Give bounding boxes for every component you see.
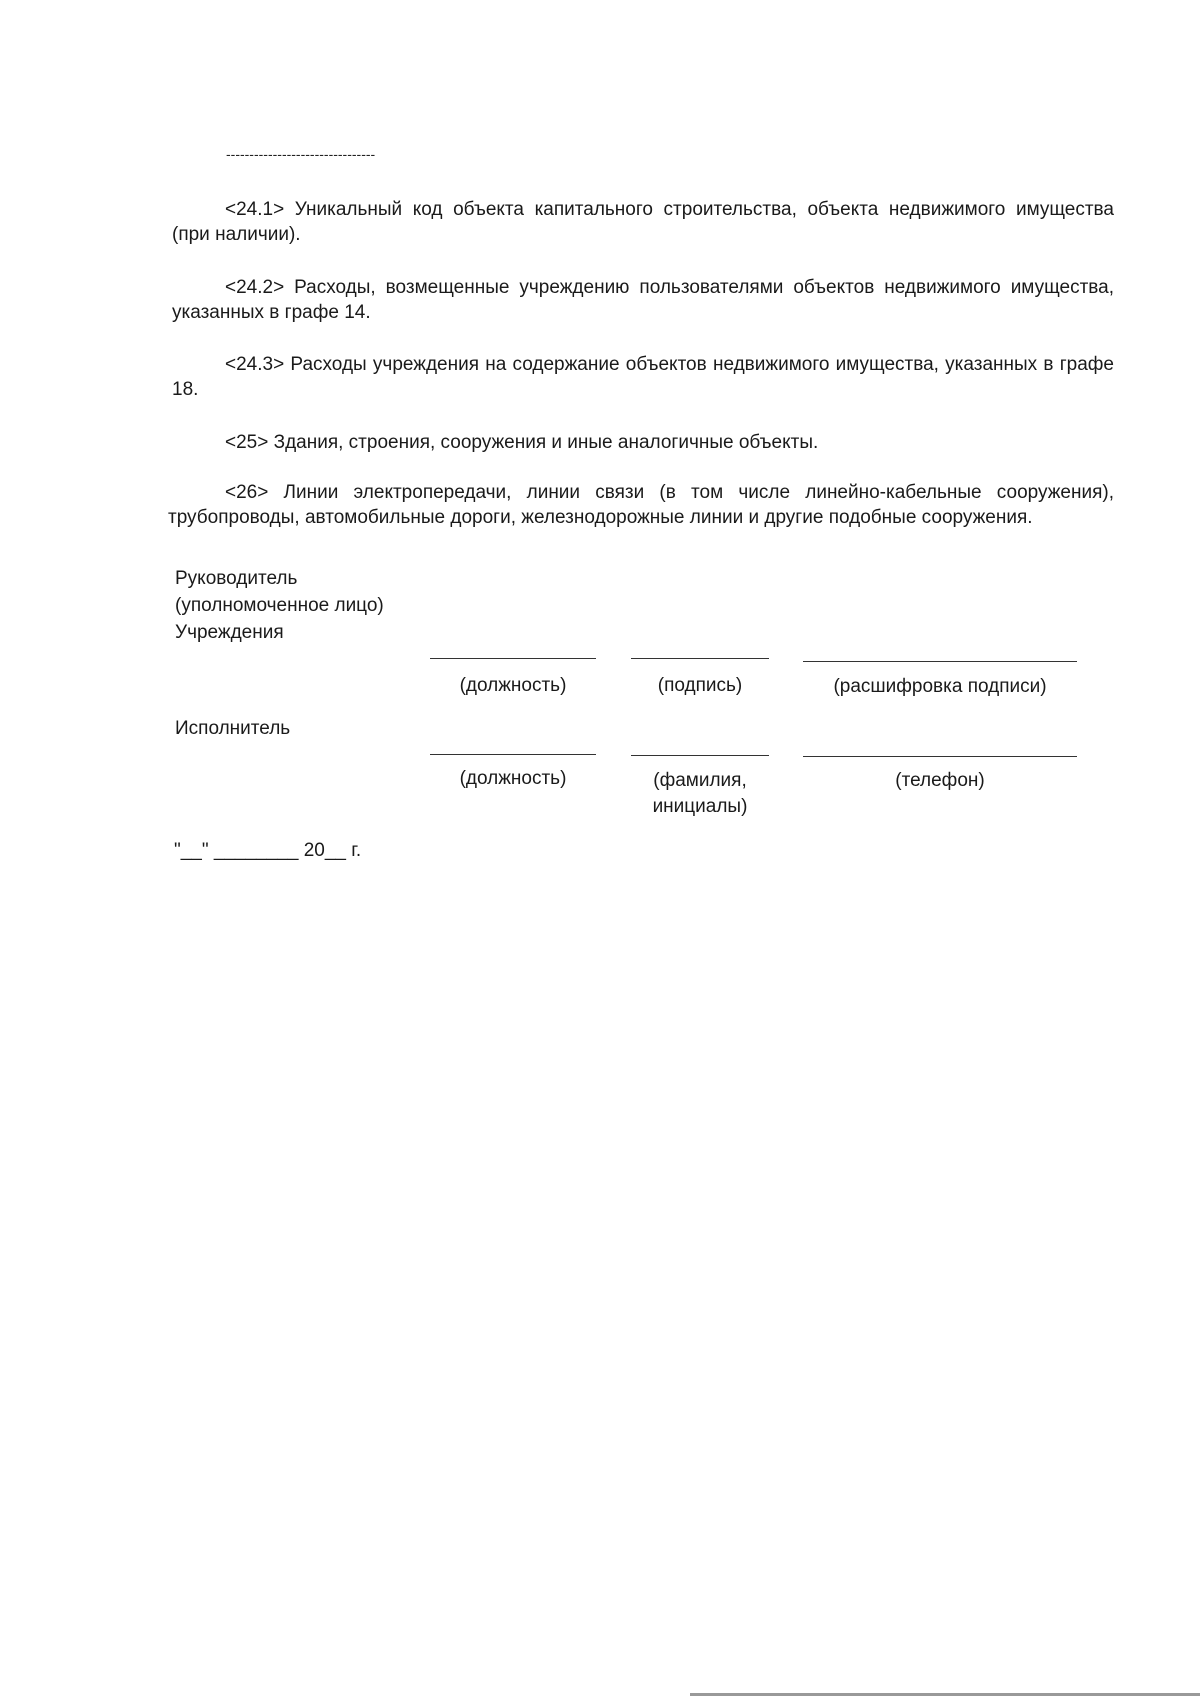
executor-position-caption: (должность) <box>459 768 567 789</box>
head-label-line-3: Учреждения <box>175 622 284 643</box>
footnote-26: <26> Линии электропередачи, линии связи (в том числе линейно-кабельные сооружения), трубопроводы, автомобильные дороги, железнодорожные линии и другие подобные сооружения. <box>168 482 1114 528</box>
footnote-24-3: <24.3> Расходы учреждения на содержание объектов недвижимого имущества, указанных в графе 18. <box>172 354 1114 400</box>
head-signature-line <box>631 658 769 659</box>
head-label-line-2: (уполномоченное лицо) <box>175 595 384 616</box>
head-position-caption: (должность) <box>459 675 567 696</box>
executor-label: Исполнитель <box>175 718 291 739</box>
footnote-24-1: <24.1> Уникальный код объекта капитального строительства, объекта недвижимого имущества (при наличии). <box>172 199 1114 245</box>
scan-edge-line <box>690 1693 1200 1696</box>
head-signature-caption: (подпись) <box>657 675 743 696</box>
date-line: "__" ________ 20__ г. <box>174 840 362 861</box>
footnote-separator: -------------------------------- <box>226 146 376 162</box>
footnote-24-2: <24.2> Расходы, возмещенные учреждению пользователями объектов недвижимого имущества, указанных в графе 14. <box>172 277 1114 323</box>
executor-name-caption: (фамилия, инициалы) <box>652 770 748 817</box>
head-position-line <box>430 658 596 659</box>
executor-phone-line <box>803 756 1077 757</box>
executor-name-line <box>631 755 769 756</box>
executor-position-line <box>430 754 596 755</box>
executor-phone-caption: (телефон) <box>895 770 985 791</box>
footnote-25: <25> Здания, строения, сооружения и иные аналогичные объекты. <box>225 432 819 453</box>
head-decoding-line <box>803 661 1077 662</box>
head-signatory-label <box>175 565 384 646</box>
head-label-line-1: Руководитель <box>175 568 298 589</box>
head-decoding-caption: (расшифровка подписи) <box>833 676 1047 697</box>
